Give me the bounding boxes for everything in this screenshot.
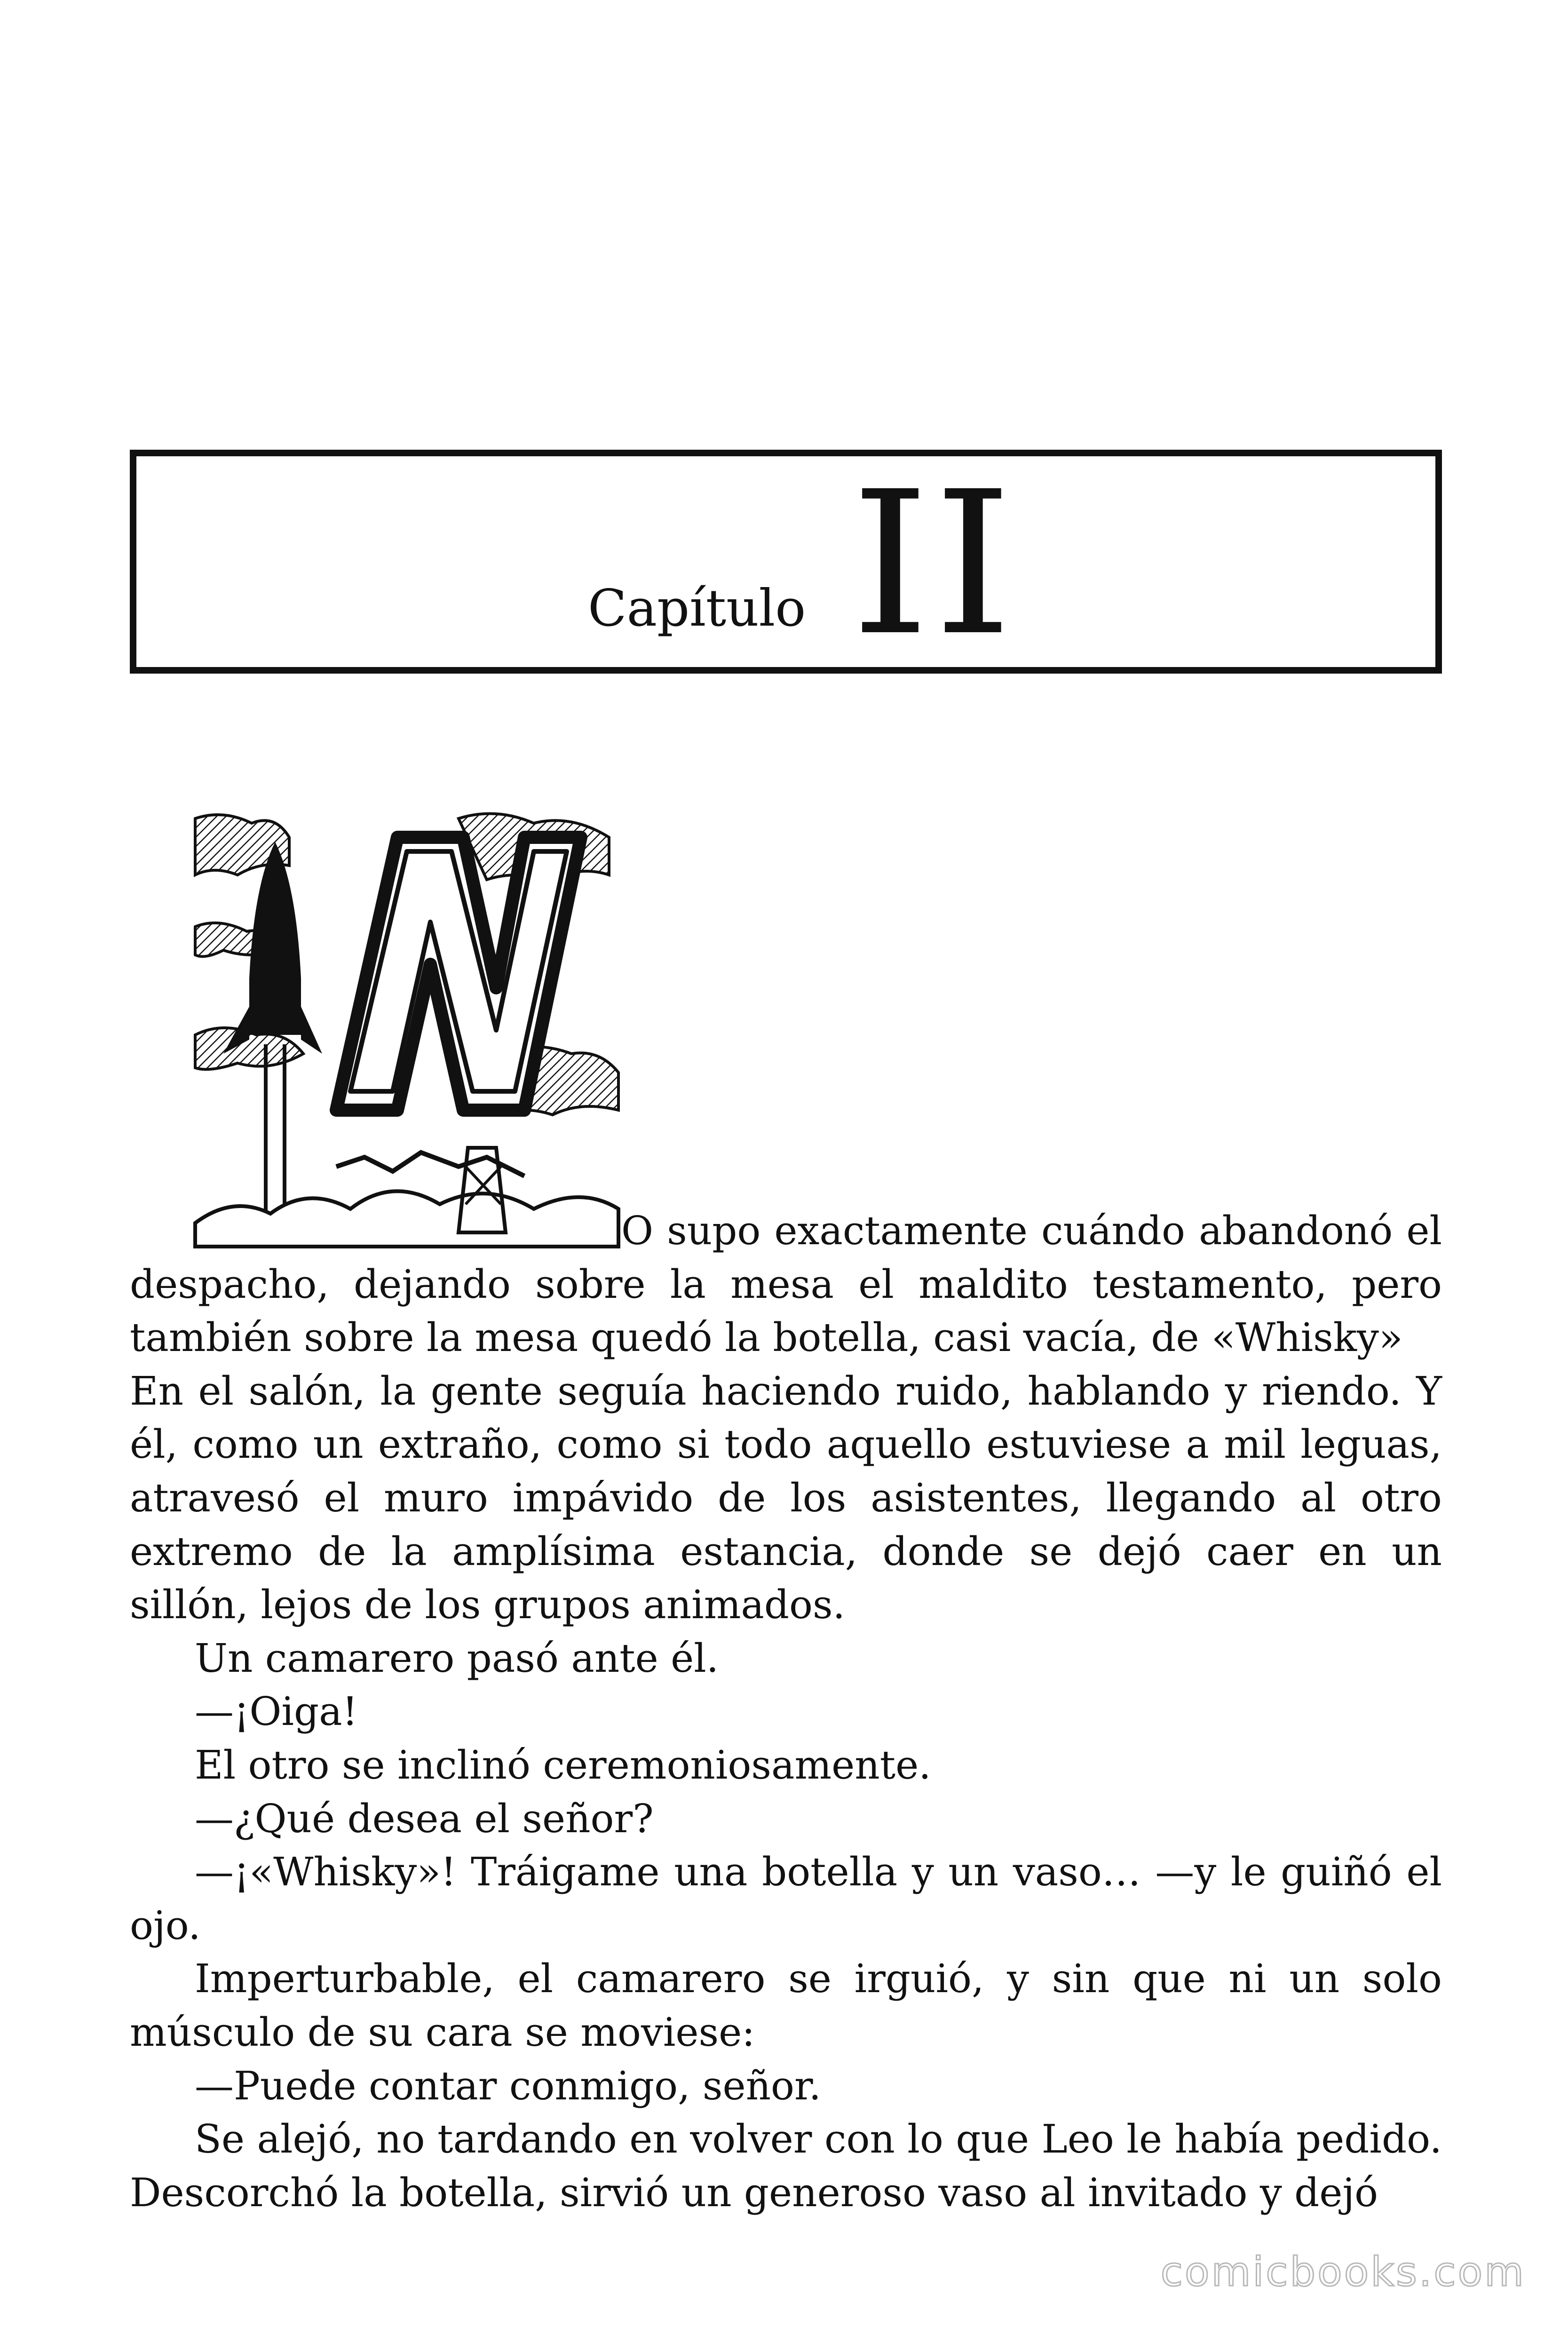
paragraph: O supo exactamente cuándo abandonó el [621,1208,1442,1254]
chapter-heading-box [130,449,1442,679]
drop-cap-illustration [195,802,618,1247]
chapter-label: Capítulo [588,579,806,638]
paragraph: —¡Oiga! [195,1689,358,1735]
paragraph: despacho, dejando sobre la mesa el maldito testamento, pero también sobre la mesa quedó la botella, casi vacía, de «Whisky» [130,1261,1442,1361]
body-text [130,1204,1442,2219]
paragraph: Imperturbable, el camarero se irguió, y sin que ni un solo músculo de su cara se moviese: [130,1956,1442,2055]
paragraph: Un camarero pasó ante él. [195,1635,719,1681]
paragraph: —¿Qué desea el señor? [195,1796,654,1842]
paragraph: Se alejó, no tardando en volver con lo que Leo le había pedido. Descorchó la botella, sirvió un generoso vaso al invitado y dejó [130,2116,1442,2216]
watermark: comicbooks.com [1160,2249,1526,2296]
paragraph: En el salón, la gente seguía haciendo ruido, hablando y riendo. Y él, como un extraño, como si todo aquello estuviese a mil leguas, atravesó el muro impávido de los asistentes, llegando al otro extremo de la amplísima estancia, donde se dejó caer en un sillón, lejos de los grupos animados. [130,1368,1442,1628]
svg-text:N: N [195,802,202,811]
paragraph: El otro se inclinó ceremoniosamente. [195,1742,931,1788]
paragraph: —Puede contar conmigo, señor. [195,2063,821,2109]
paragraph: —¡«Whisky»! Tráigame una botella y un vaso… —y le guiñó el ojo. [130,1849,1442,1948]
chapter-number: II [851,449,1017,679]
